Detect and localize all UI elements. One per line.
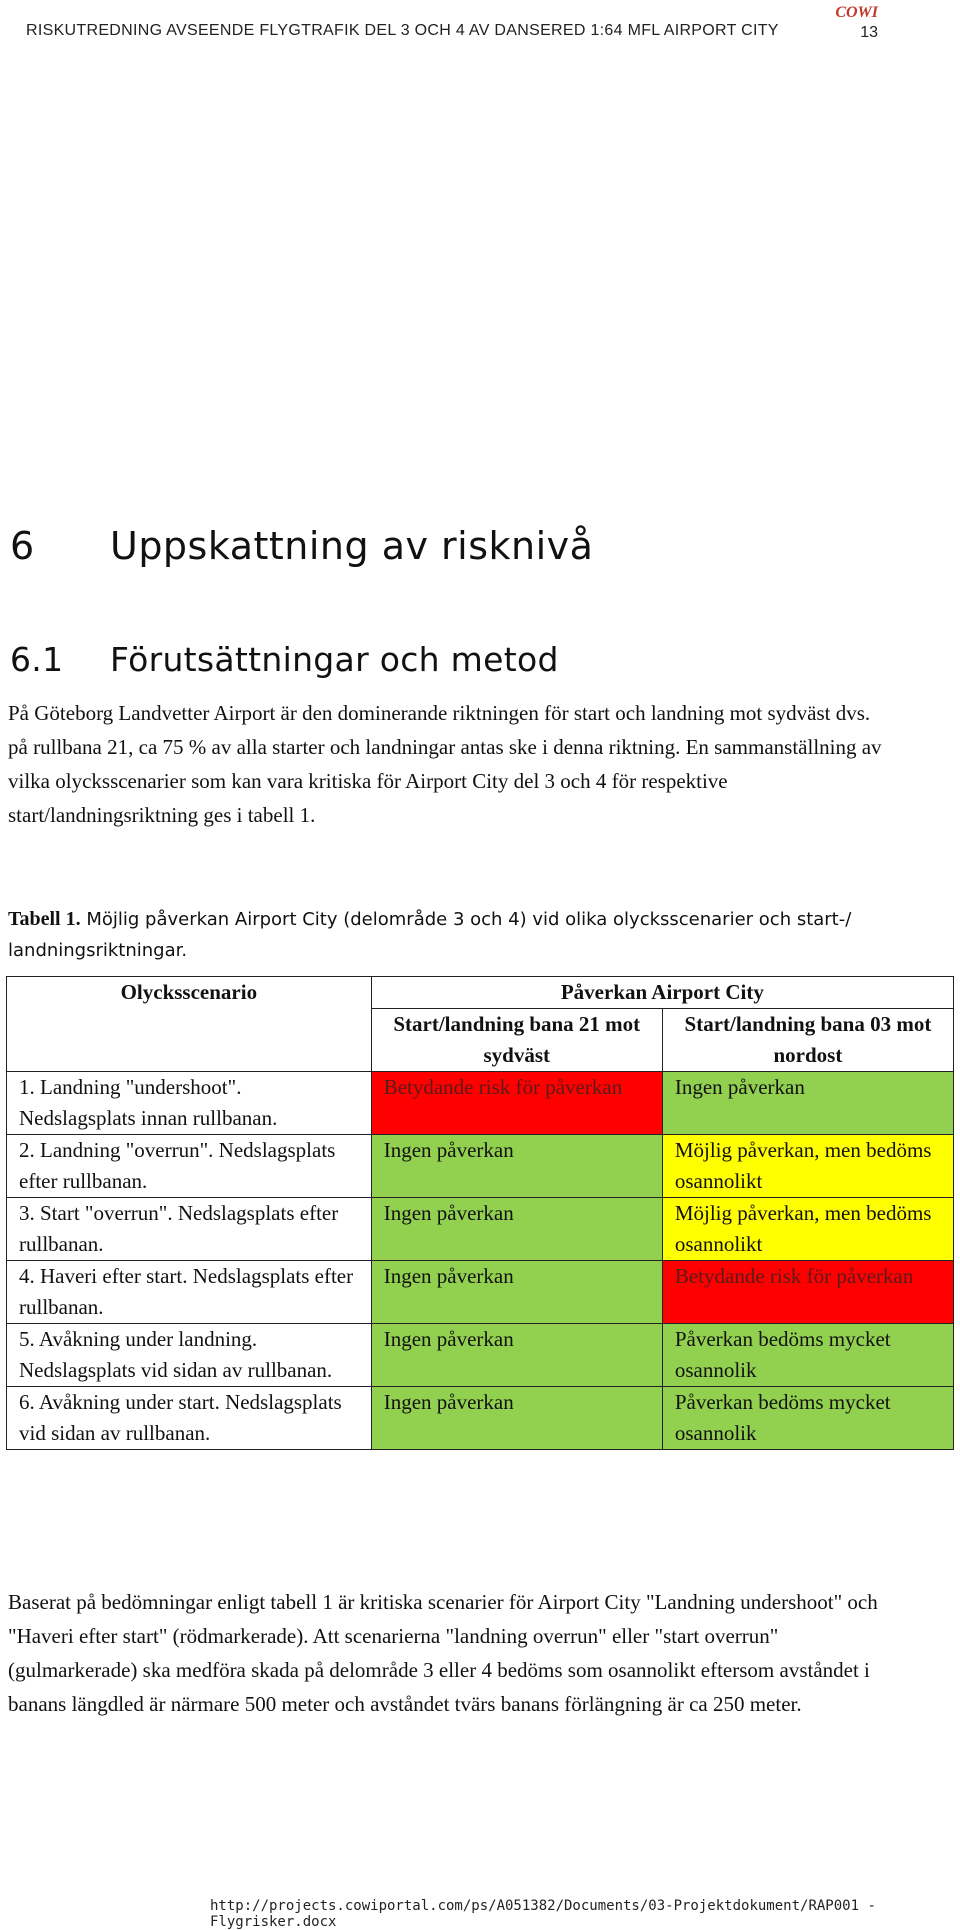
impact-cell-03: Möjlig påverkan, men bedöms osannolikt [662,1135,953,1198]
impact-cell-03: Påverkan bedöms mycket osannolik [662,1324,953,1387]
impact-cell-03: Möjlig påverkan, men bedöms osannolikt [662,1198,953,1261]
table-row [7,1135,954,1198]
impact-cell-03: Ingen påverkan [662,1072,953,1135]
impact-cell-21: Ingen påverkan [371,1198,662,1261]
header-title: RISKUTREDNING AVSEENDE FLYGTRAFIK DEL 3 OCH 4 AV DANSERED 1:64 MFL AIRPORT CITY [26,22,779,39]
header-scenario: Olycksscenario [7,977,372,1072]
impact-cell-21: Betydande risk för påverkan [371,1072,662,1135]
header-runway-03: Start/landning bana 03 mot nordost [662,1009,953,1072]
impact-cell-21: Ingen påverkan [371,1387,662,1450]
scenario-cell: 5. Avåkning under landning. Nedslagsplats vid sidan av rullbanan. [7,1324,372,1387]
section-title: Uppskattning av risknivå [110,524,594,568]
conclusion-paragraph: Baserat på bedömningar enligt tabell 1 är kritiska scenarier för Airport City "Landning undershoot" och "Haveri efter start" (rödmarkerade). Att scenarierna "landning overrun" eller "start overrun" (gulmarkerade) ska medföra skada på delområde 3 eller 4 bedöms som osannolikt eftersom avståndet i banans längdled är närmare 500 meter och avståndet tvärs banans förlängning är ca 250 meter. [8,1590,878,1716]
caption-label: Tabell 1. [8,908,81,930]
impact-cell-21: Ingen påverkan [371,1261,662,1324]
scenario-cell: 1. Landning "undershoot". Nedslagsplats innan rullbanan. [7,1072,372,1135]
scenario-cell: 3. Start "overrun". Nedslagsplats efter rullbanan. [7,1198,372,1261]
impact-cell-21: Ingen påverkan [371,1324,662,1387]
impact-cell-03: Betydande risk för påverkan [662,1261,953,1324]
scenario-cell: 2. Landning "overrun". Nedslagsplats efter rullbanan. [7,1135,372,1198]
table-caption [8,904,918,966]
impact-cell-21: Ingen påverkan [371,1135,662,1198]
page-header [26,4,934,48]
header-runway-21: Start/landning bana 21 mot sydväst [371,1009,662,1072]
section-number: 6 [10,524,35,568]
section-heading [10,524,593,568]
footer-path: http://projects.cowiportal.com/ps/A051382/Documents/03-Projektdokument/RAP001 - Flygrisker.docx [210,1898,876,1930]
subsection-title: Förutsättningar och metod [110,640,559,679]
page-number: 13 [860,24,878,41]
table-row [7,1324,954,1387]
table-row [7,1261,954,1324]
table-row [7,1198,954,1261]
table-row [7,1072,954,1135]
caption-text: Möjlig påverkan Airport City (delområde 3 och 4) vid olika olycksscenarier och start-/ landningsriktningar. [8,909,852,961]
subsection-number: 6.1 [10,640,64,679]
header-impact: Påverkan Airport City [371,977,953,1009]
intro-paragraph: På Göteborg Landvetter Airport är den dominerande riktningen för start och landning mot sydväst dvs. på rullbana 21, ca 75 % av alla starter och landningar antas ske i denna riktning. En sammanställning av vilka olycksscenarier som kan vara kritiska för Airport City del 3 och 4 för respektive start/landningsriktning ges i tabell 1. [8,701,882,827]
impact-cell-03: Påverkan bedöms mycket osannolik [662,1387,953,1450]
scenario-cell: 6. Avåkning under start. Nedslagsplats vid sidan av rullbanan. [7,1387,372,1450]
table-row [7,1387,954,1450]
cowi-logo: COWI [835,4,878,21]
scenario-cell: 4. Haveri efter start. Nedslagsplats efter rullbanan. [7,1261,372,1324]
risk-table [6,976,954,1450]
subsection-heading [10,640,559,679]
